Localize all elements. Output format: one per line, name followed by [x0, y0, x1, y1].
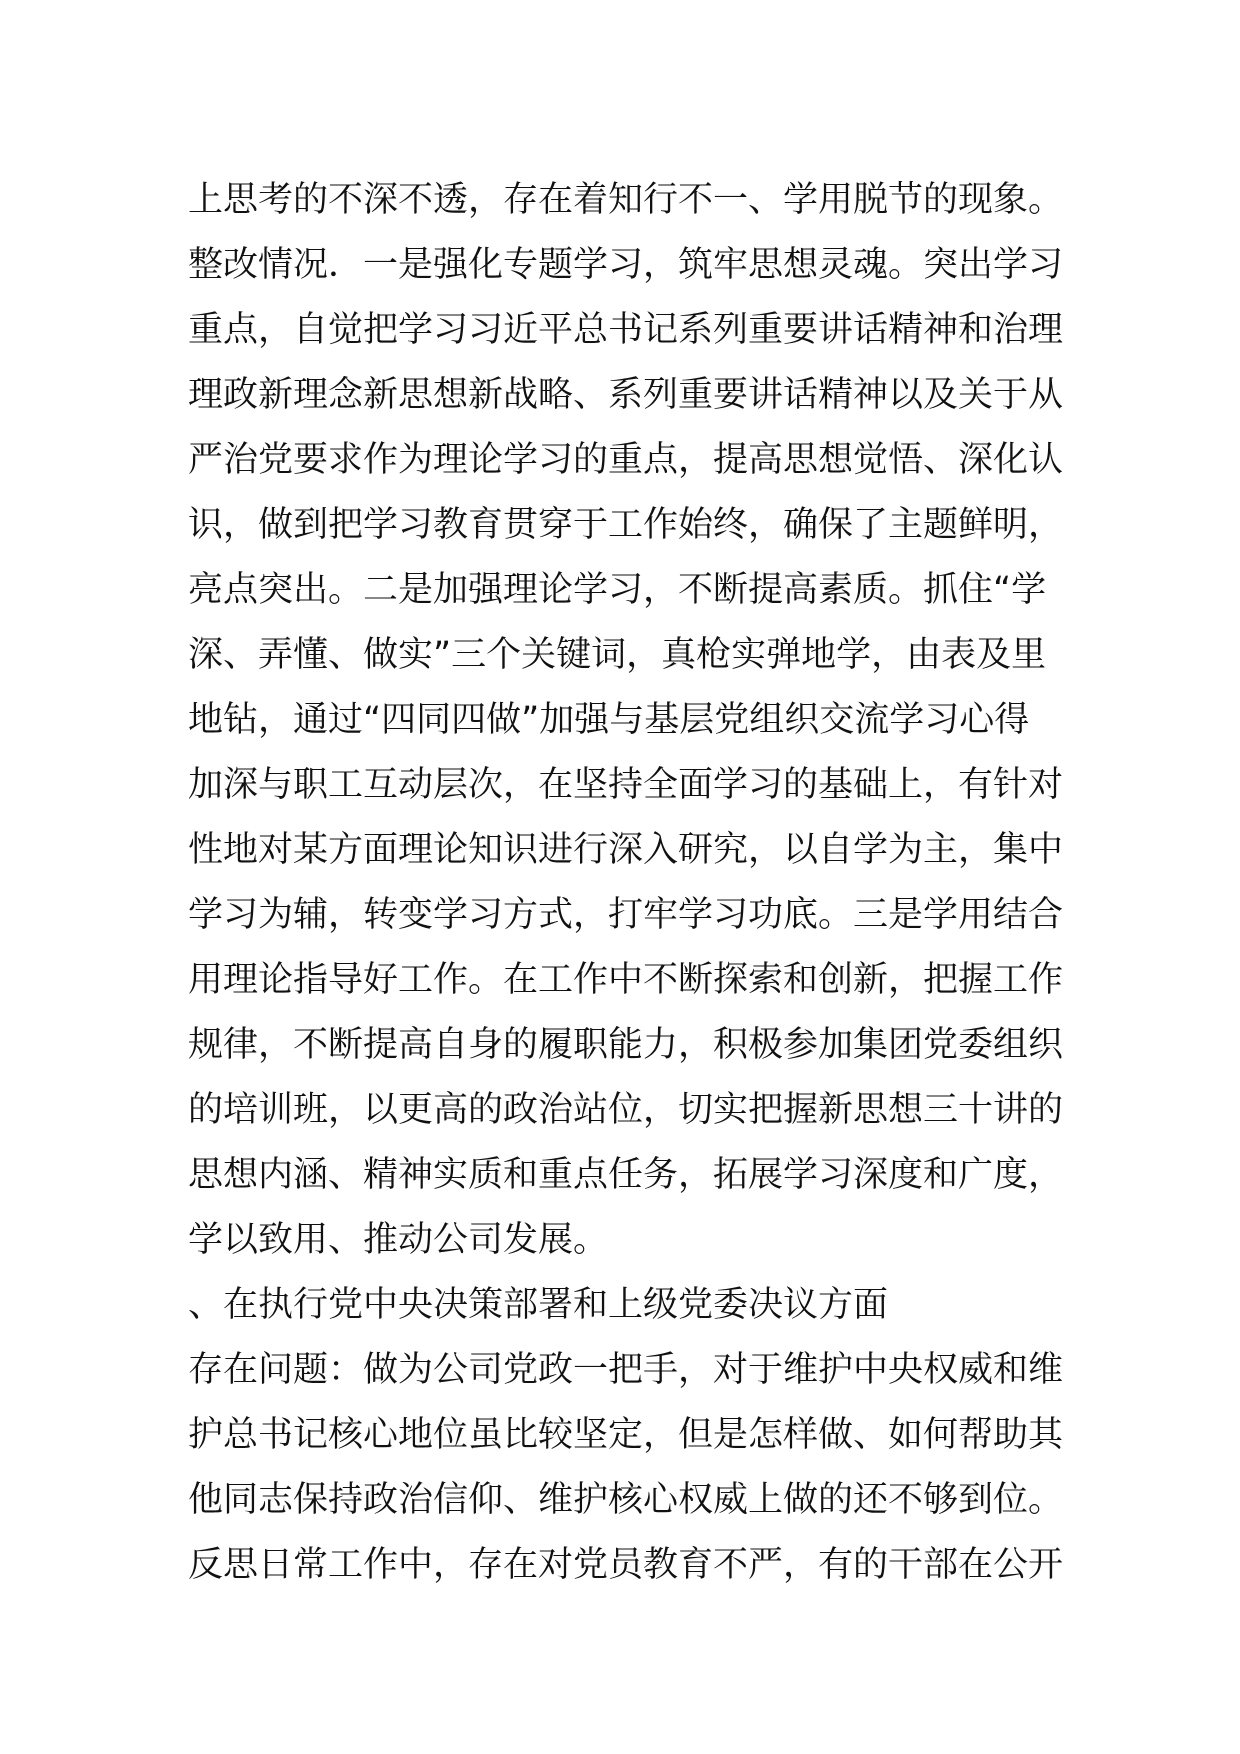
- text-line: 护总书记核心地位虽比较坚定，但是怎样做、如何帮助其: [188, 1415, 1064, 1455]
- text-line: 识，做到把学习教育贯穿于工作始终，确保了主题鲜明，: [188, 505, 1064, 545]
- text-line: 学习为辅，转变学习方式，打牢学习功底。三是学用结合: [188, 895, 1064, 935]
- text-line: 重点，自觉把学习习近平总书记系列重要讲话精神和治理: [188, 310, 1064, 350]
- text-line: 性地对某方面理论知识进行深入研究，以自学为主，集中: [188, 830, 1064, 870]
- text-line: 整改情况．一是强化专题学习，筑牢思想灵魂。突出学习: [188, 245, 1064, 285]
- text-line: 的培训班，以更高的政治站位，切实把握新思想三十讲的: [188, 1090, 1064, 1130]
- text-line: 深、弄懂、做实”三个关键词，真枪实弹地学，由表及里: [188, 635, 1047, 675]
- text-line: 反思日常工作中，存在对党员教育不严，有的干部在公开: [188, 1545, 1064, 1585]
- text-line: 思想内涵、精神实质和重点任务，拓展学习深度和广度，: [188, 1155, 1064, 1195]
- text-line: 理政新理念新思想新战略、系列重要讲话精神以及关于从: [188, 375, 1064, 415]
- text-line: 存在问题：做为公司党政一把手，对于维护中央权威和维: [188, 1350, 1064, 1390]
- text-line: 规律，不断提高自身的履职能力，积极参加集团党委组织: [188, 1025, 1064, 1065]
- body-text: [188, 168, 1068, 1598]
- section-heading: 、在执行党中央决策部署和上级党委决议方面: [188, 1285, 889, 1325]
- text-line: 他同志保持政治信仰、维护核心权威上做的还不够到位。: [188, 1480, 1064, 1520]
- text-line: 亮点突出。二是加强理论学习，不断提高素质。抓住“学: [188, 570, 1047, 610]
- text-line: 严治党要求作为理论学习的重点，提高思想觉悟、深化认: [188, 440, 1064, 480]
- text-line: 用理论指导好工作。在工作中不断探索和创新，把握工作: [188, 960, 1064, 1000]
- text-line: 地钻，通过“四同四做”加强与基层党组织交流学习心得: [188, 700, 1030, 740]
- text-line: 学以致用、推动公司发展。: [188, 1220, 609, 1260]
- text-line: 上思考的不深不透，存在着知行不一、学用脱节的现象。: [188, 180, 1064, 220]
- text-line: 加深与职工互动层次，在坚持全面学习的基础上，有针对: [188, 765, 1064, 805]
